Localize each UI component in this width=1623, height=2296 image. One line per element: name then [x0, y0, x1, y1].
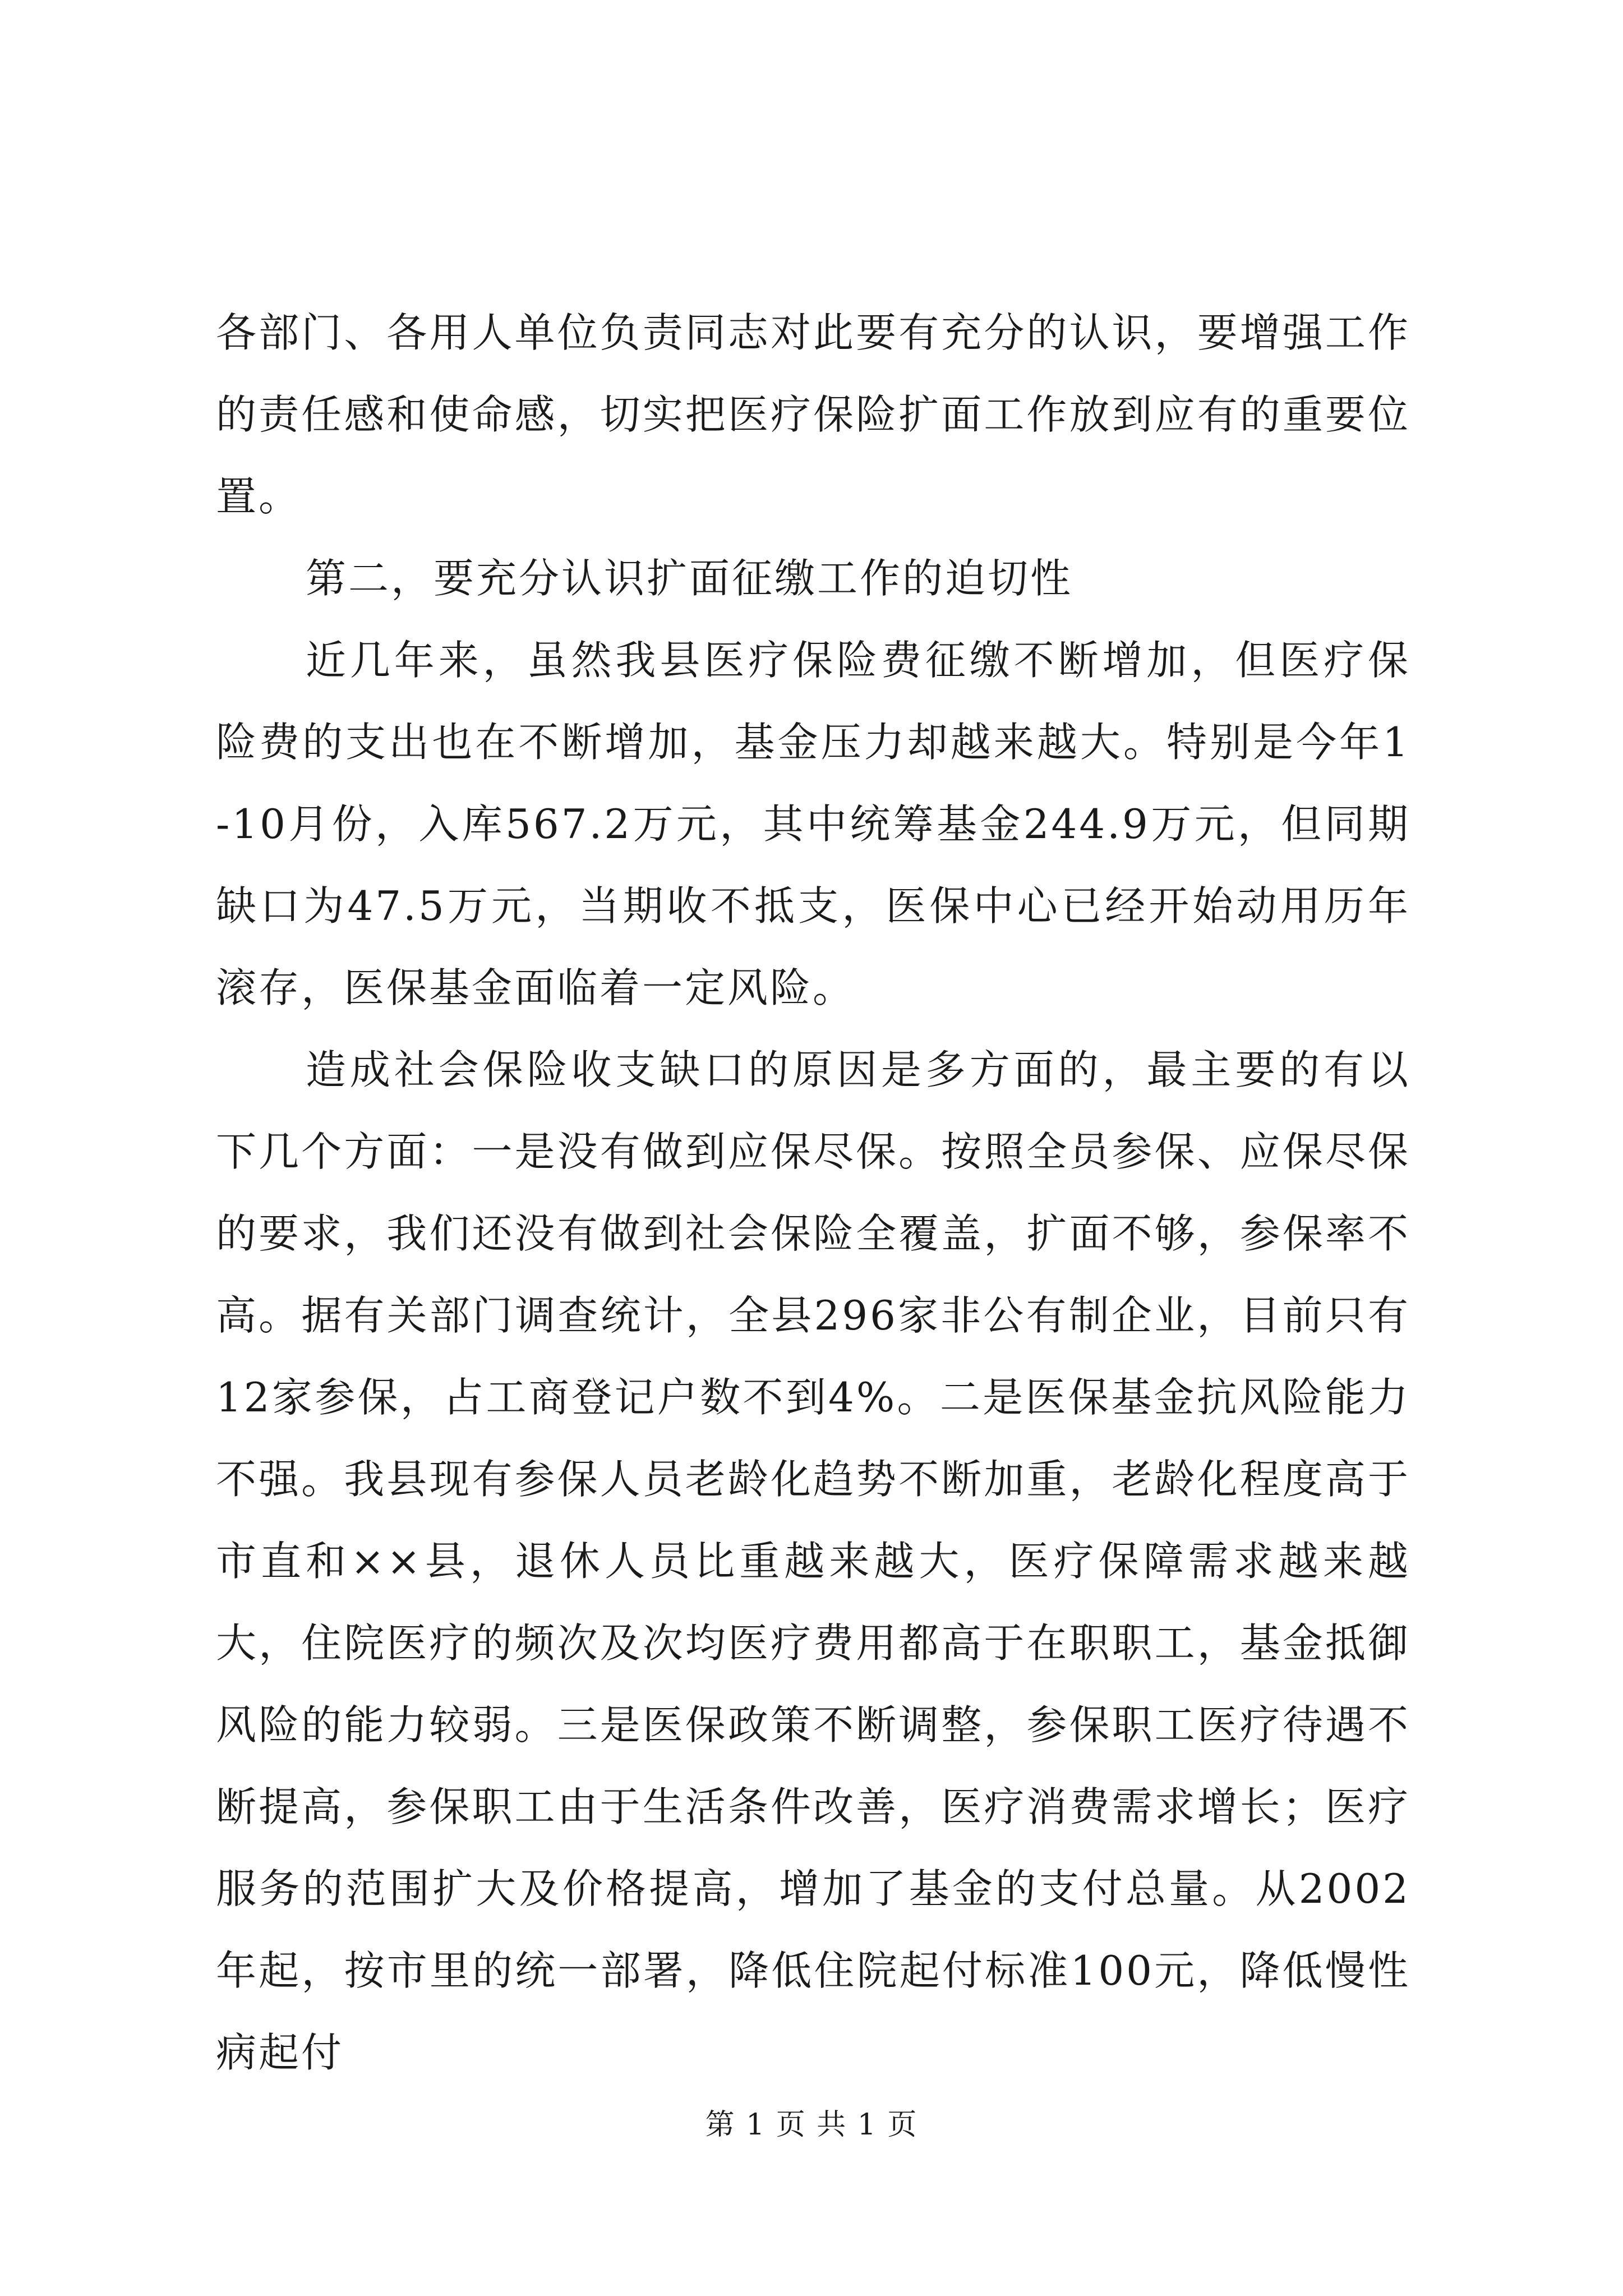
document-body — [216, 292, 1410, 2093]
paragraph-4: 造成社会保险收支缺口的原因是多方面的，最主要的有以下几个方面：一是没有做到应保尽保。按照全员参保、应保尽保的要求，我们还没有做到社会保险全覆盖，扩面不够，参保率不高。据有关部门调查统计，全县296家非公有制企业，目前只有12家参保，占工商登记户数不到4%。二是医保基金抗风险能力不强。我县现有参保人员老龄化趋势不断加重，老龄化程度高于市直和××县，退休人员比重越来越大，医疗保障需求越来越大，住院医疗的频次及次均医疗费用都高于在职职工，基金抵御风险的能力较弱。三是医保政策不断调整，参保职工医疗待遇不断提高，参保职工由于生活条件改善，医疗消费需求增长；医疗服务的范围扩大及价格提高，增加了基金的支付总量。从2002年起，按市里的统一部署，降低住院起付标准100元，降低慢性病起付 — [216, 1046, 1410, 2076]
paragraph-3: 近几年来，虽然我县医疗保险费征缴不断增加，但医疗保险费的支出也在不断增加，基金压力却越来越大。特别是今年1-10月份，入库567.2万元，其中统筹基金244.9万元，但同期缺口为47.5万元，当期收不抵支，医保中心已经开始动用历年滚存，医保基金面临着一定风险。 — [216, 637, 1410, 1011]
paragraph-1: 各部门、各用人单位负责同志对此要有充分的认识，要增强工作的责任感和使命感，切实把医疗保险扩面工作放到应有的重要位置。 — [216, 309, 1410, 520]
paragraph-2-heading: 第二，要充分认识扩面征缴工作的迫切性 — [306, 555, 1073, 602]
page-footer: 第 1 页 共 1 页 — [705, 2108, 918, 2142]
